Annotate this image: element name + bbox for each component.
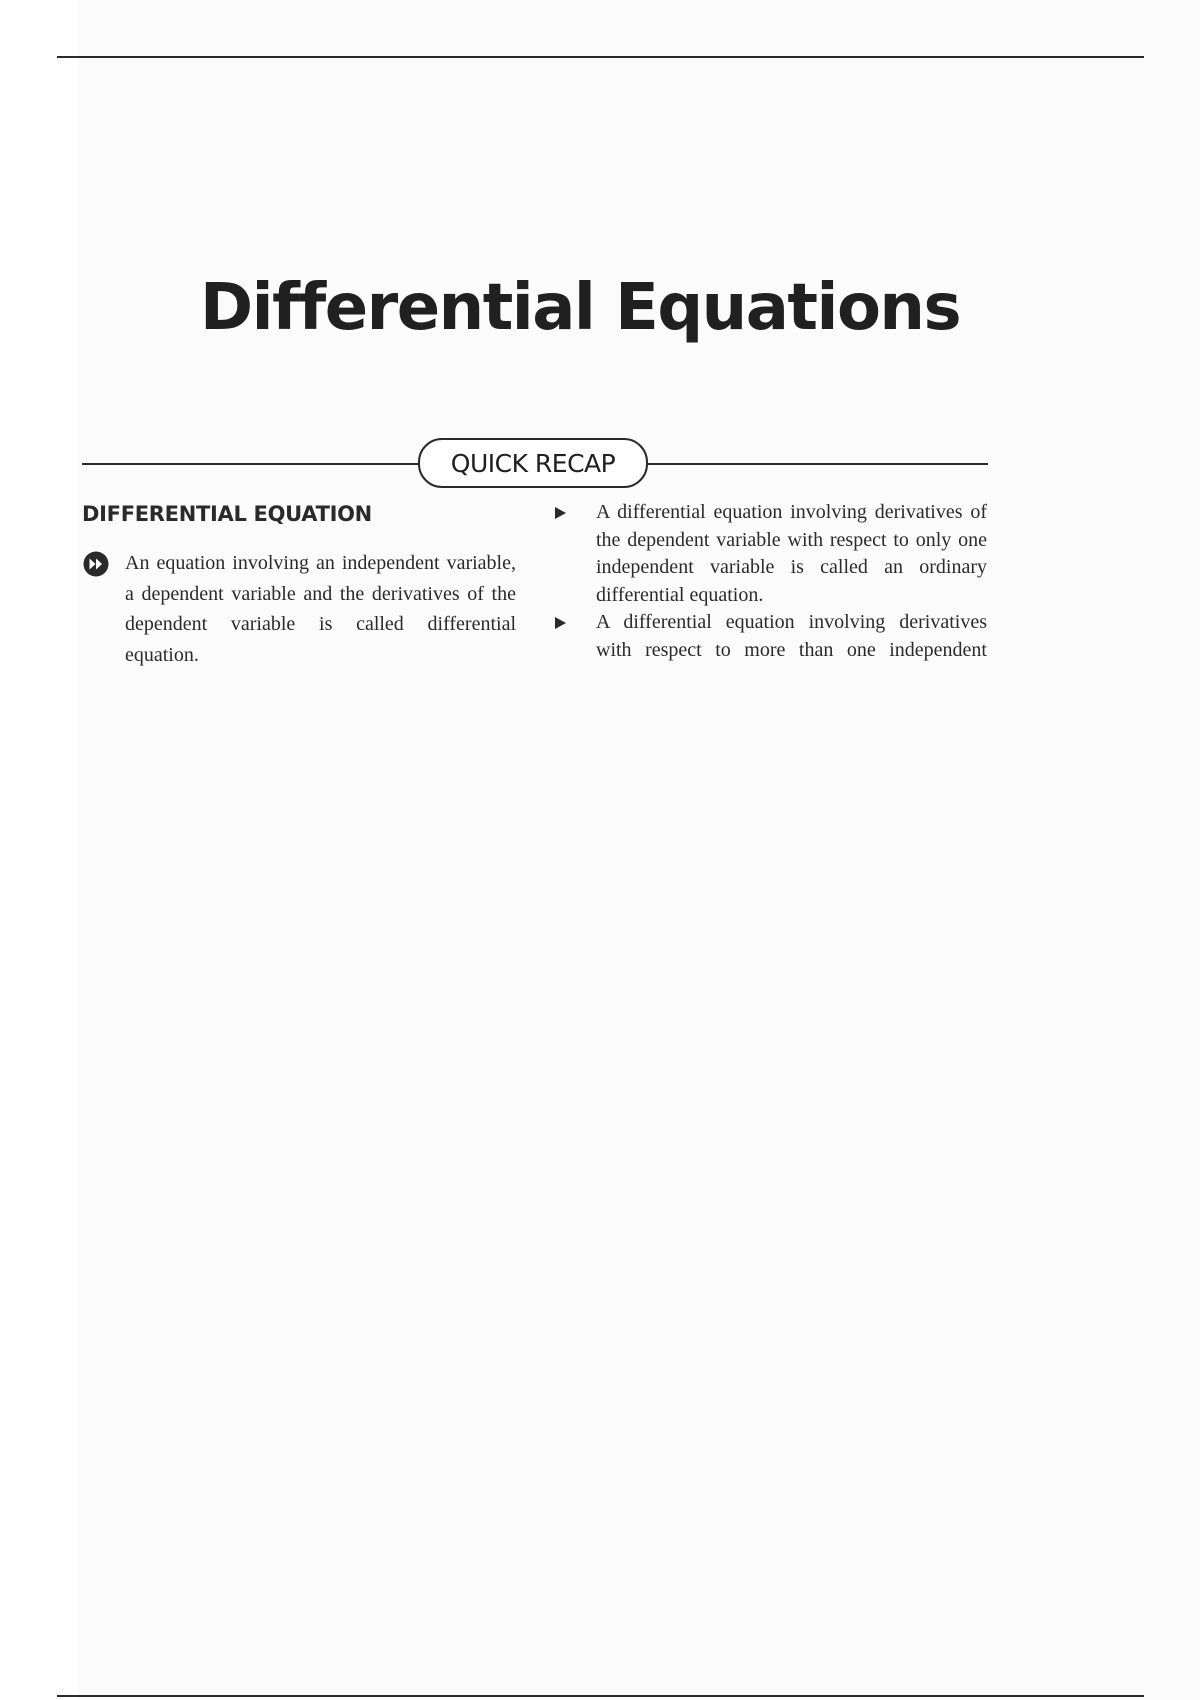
- recap-rule-left: [82, 463, 418, 465]
- quick-recap-label: QUICK RECAP: [418, 438, 648, 488]
- fast-forward-circle-icon: [82, 550, 110, 578]
- list-item-text: A differential equation involving derivatives with respect to more than one independent: [596, 611, 987, 661]
- list-item: [550, 499, 987, 609]
- page-background: [78, 0, 1200, 1700]
- definition-text: An equation involving an independent variable, a dependent variable and the derivatives of the dependent variable is called differential equation.: [125, 552, 516, 666]
- triangle-right-icon: [555, 617, 566, 629]
- recap-rule-right: [648, 463, 988, 465]
- section-heading: DIFFERENTIAL EQUATION: [82, 502, 372, 526]
- quick-recap-banner: [82, 438, 988, 488]
- top-rule: [57, 56, 1144, 58]
- bullet-list: [550, 499, 987, 664]
- list-item: [550, 609, 987, 664]
- list-item-text: A differential equation involving derivatives of the dependent variable with respect to only one independent variable is called an ordinary differential equation.: [596, 501, 987, 606]
- definition-item: [82, 548, 516, 670]
- triangle-right-icon: [555, 507, 566, 519]
- chapter-title: Differential Equations: [200, 271, 961, 345]
- bottom-rule: [57, 1695, 1144, 1697]
